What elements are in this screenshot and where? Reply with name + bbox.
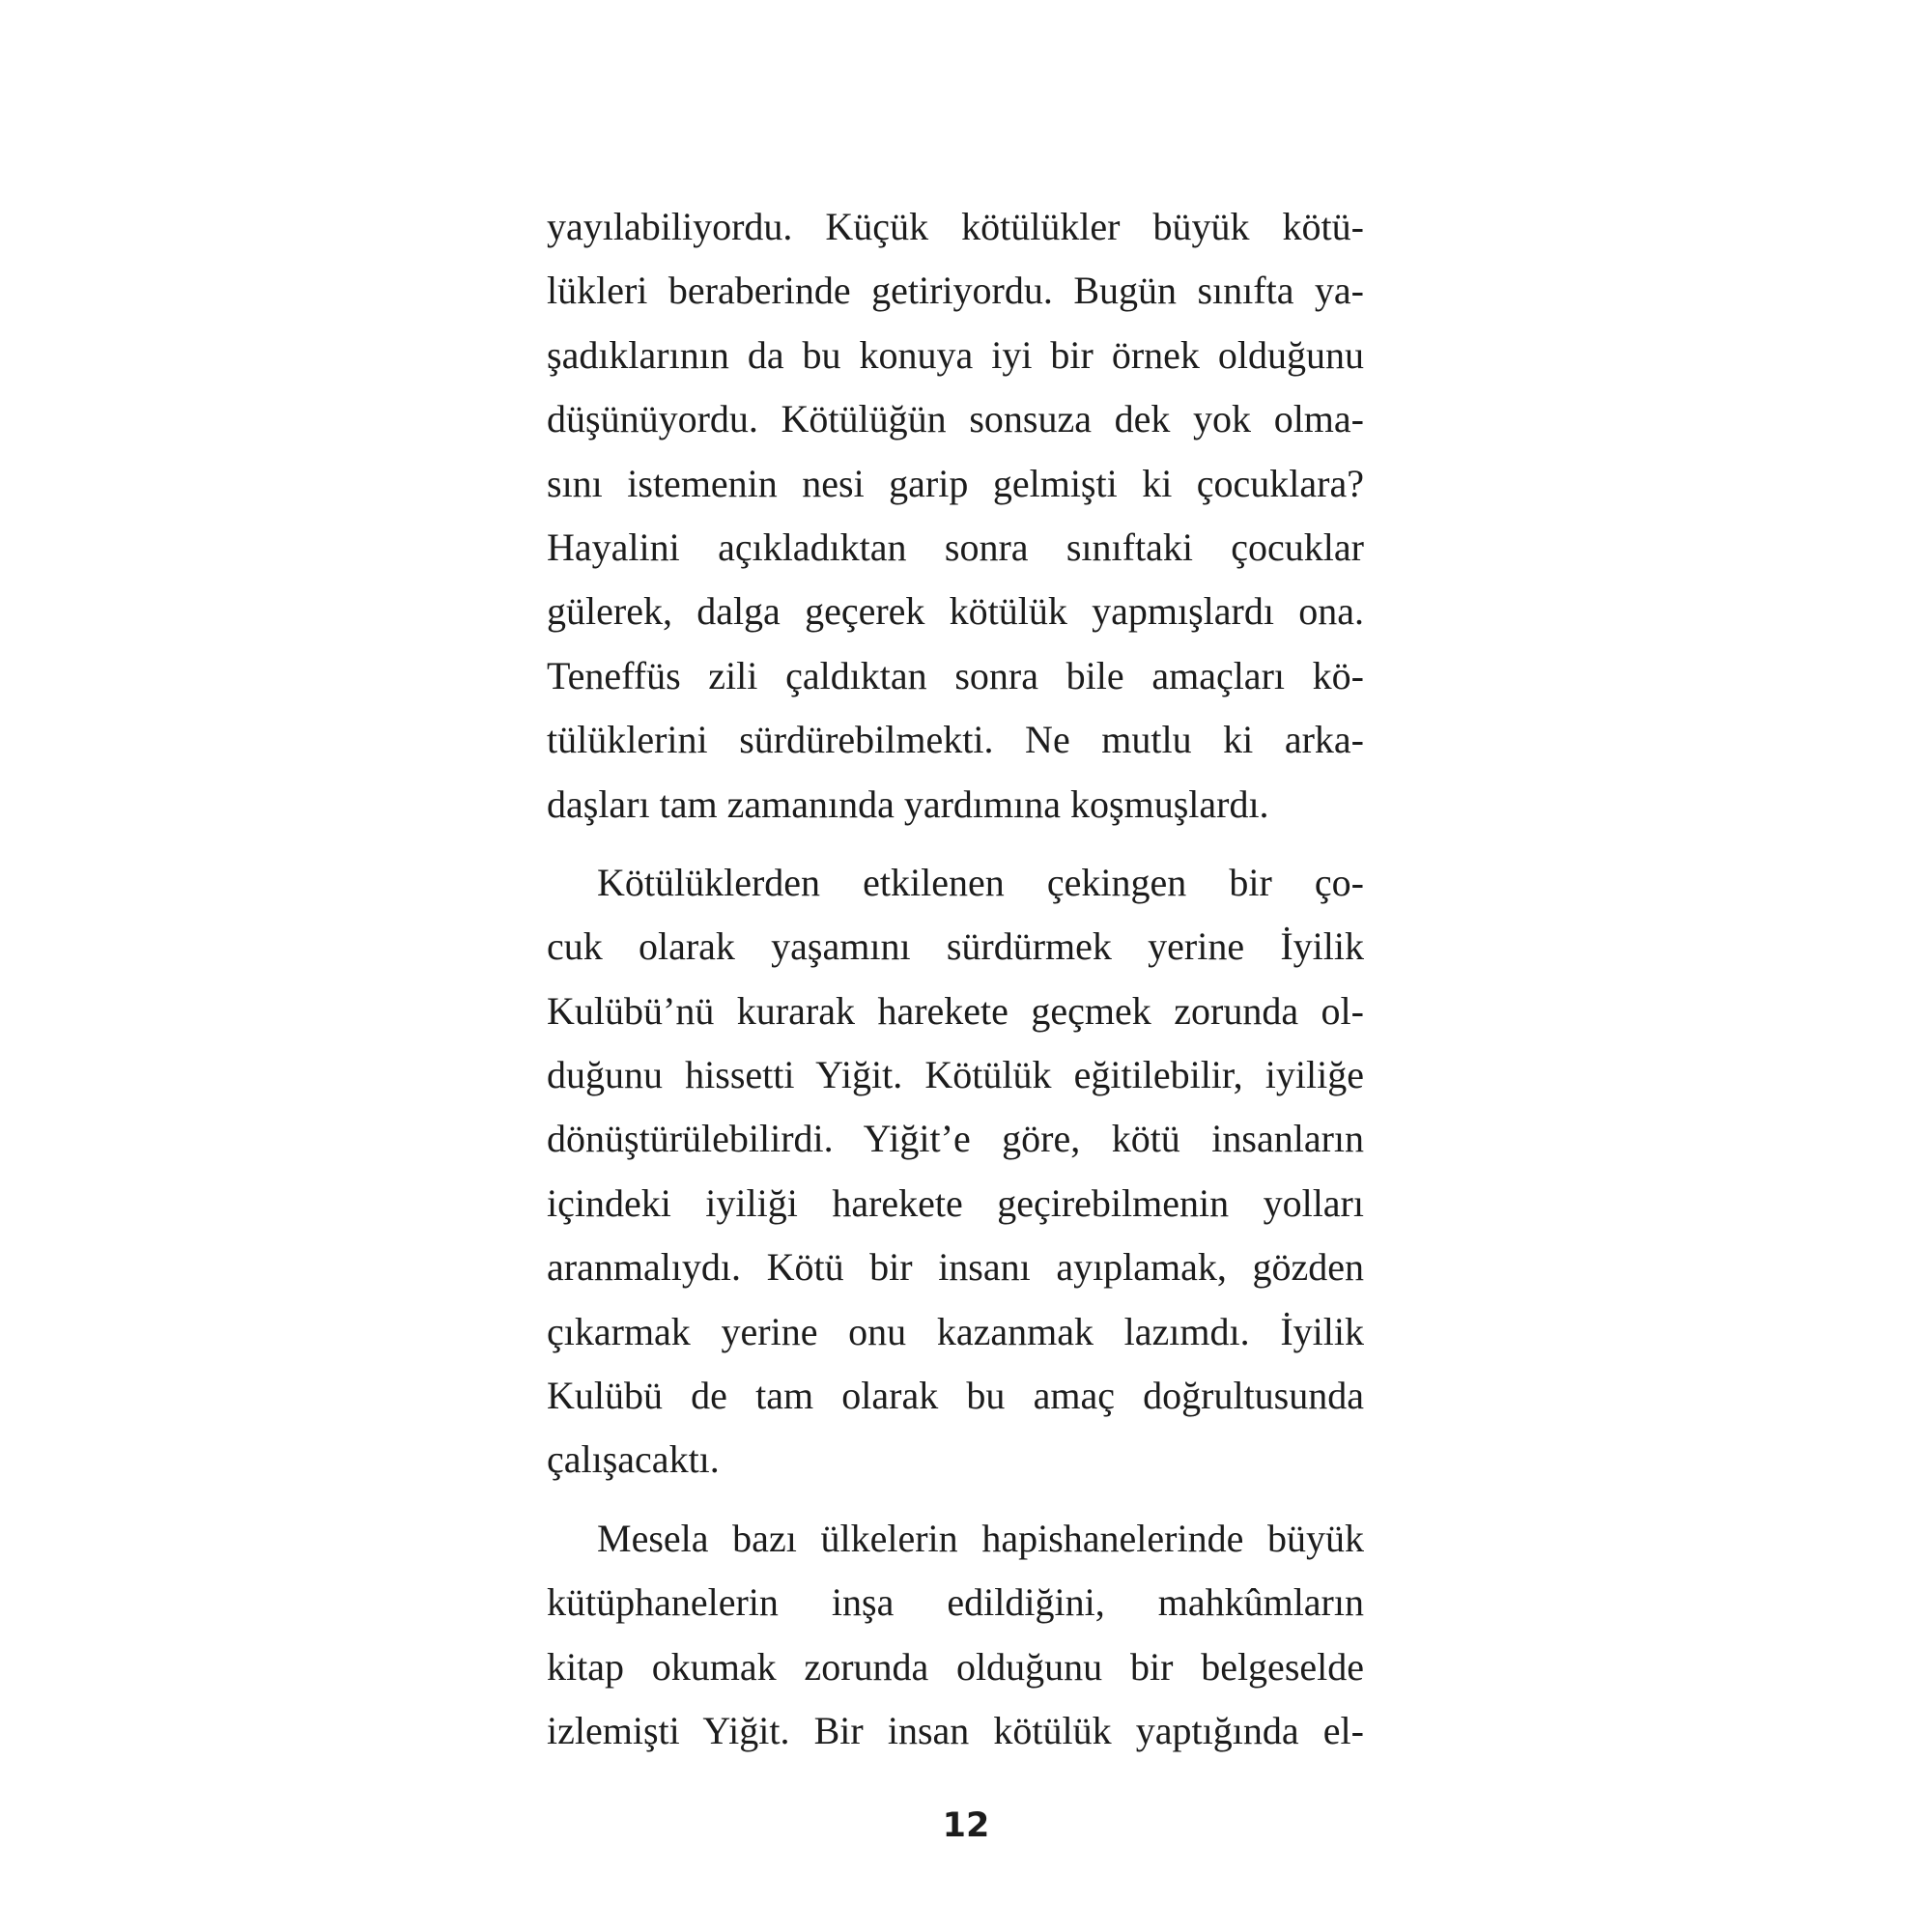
paragraph-spacer (547, 1492, 1364, 1507)
text-line: tülüklerini sürdürebilmekti. Ne mutlu ki arka- (547, 718, 1364, 762)
page-body-text (547, 195, 1364, 1763)
text-line: gülerek, dalga geçerek kötülük yapmışlardı ona. (547, 589, 1364, 634)
text-line: Teneffüs zili çaldıktan sonra bile amaçları kö- (547, 653, 1364, 697)
text-line: Kulübü’nü kurarak harekete geçmek zorunda ol- (547, 988, 1364, 1033)
text-line: cuk olarak yaşamını sürdürmek yerine İyilik (547, 924, 1364, 969)
text-line: düşünüyordu. Kötülüğün sonsuza dek yok olma- (547, 397, 1364, 441)
text-line: çalışacaktı. (547, 1437, 720, 1482)
text-line: Mesela bazı ülkelerin hapishanelerinde büyük (597, 1516, 1364, 1560)
text-line: sını istemenin nesi garip gelmişti ki çocuklara? (547, 461, 1364, 505)
text-line: şadıklarının da bu konuya iyi bir örnek olduğunu (547, 332, 1364, 377)
text-line: Kötülüklerden etkilenen çekingen bir ço- (597, 860, 1364, 904)
text-line: yayılabiliyordu. Küçük kötülükler büyük kötü- (547, 205, 1364, 248)
paragraph-3 (547, 1507, 1364, 1764)
paragraph-2 (547, 851, 1364, 1492)
text-line: kitap okumak zorunda olduğunu bir belgeselde (547, 1644, 1364, 1689)
text-line: Kulübü de tam olarak bu amaç doğrultusunda (547, 1374, 1364, 1418)
text-line: çıkarmak yerine onu kazanmak lazımdı. İyilik (547, 1309, 1364, 1353)
paragraph-spacer (547, 837, 1364, 851)
text-line: duğunu hissetti Yiğit. Kötülük eğitilebilir, iyiliğe (547, 1053, 1364, 1097)
text-line: izlemişti Yiğit. Bir insan kötülük yaptığında el- (547, 1708, 1364, 1752)
text-line: içindeki iyiliği harekete geçirebilmenin yolları (547, 1180, 1364, 1225)
text-line: Hayalini açıkladıktan sonra sınıftaki çocuklar (547, 525, 1364, 569)
text-line: dönüştürülebilirdi. Yiğit’e göre, kötü insanların (547, 1117, 1364, 1161)
text-line: kütüphanelerin inşa edildiğini, mahkûmların (547, 1580, 1364, 1625)
text-line: daşları tam zamanında yardımına koşmuşlardı. (547, 781, 1269, 826)
paragraph-1 (547, 195, 1364, 837)
text-line: aranmalıydı. Kötü bir insanı ayıplamak, gözden (547, 1245, 1364, 1290)
text-line: lükleri beraberinde getiriyordu. Bugün sınıfta ya- (547, 269, 1364, 313)
page-number: 12 (942, 1806, 990, 1845)
